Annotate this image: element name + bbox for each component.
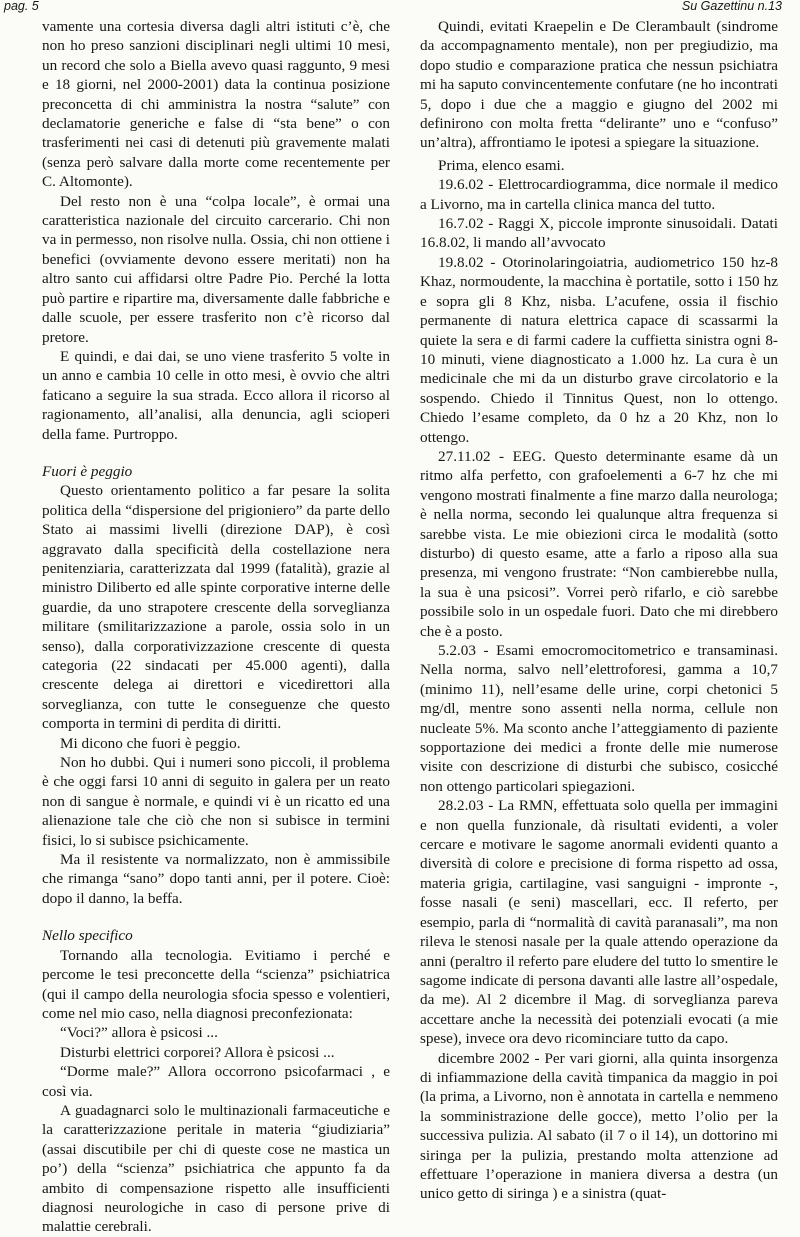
right-paragraph: 16.7.02 - Raggi X, piccole impronte sinusoidali. Datati 16.8.02, li mando all’avvocato [420,215,778,252]
left-paragraph: Mi dicono che fuori è peggio. [60,734,241,752]
left-paragraph: “Dorme male?” Allora occorrono psicofarmaci , e così via. [42,1063,390,1100]
right-paragraph: 28.2.03 - La RMN, effettuata solo quella per immagini e non quella funzionale, dà risultati evidenti, a voler cercare e motivare le sagome anormali evidenti quanto a diversità di colore e precisione di forma rispetto ad ossa, materia grigia, cartilagine, vasi sanguigni - impronte -, fosse nasali (e seni) mascellari, ecc. Il referto, per esempio, parla di “normalità di cavità paranasali”, ma non rileva le stenosi nasale per la quale attendo operazione da anni (peraltro il referto pare eludere del tutto lo smentire le sagome indicate di persona davanti alle lastre all’ospedale, da me). Al 2 dicembre il Mag. di sorveglianza pareva accettare anche la necessità dei potenziali evocati (a mie spese), invece ora devo ricominciare tutto da capo. [420,797,778,1048]
right-paragraph: Prima, elenco esami. [438,156,565,174]
right-paragraph: Quindi, evitati Kraepelin e De Clerambault (sindrome da accompagnamento mentale), non per pregiudizio, ma dopo studio e comparazione pratica che nessun psichiatra mi ha saputo convincentemente confutare (ne ho incontrati 5, dopo i due che a maggio e giugno del 2002 mi definirono con molta fretta “delirante” uno e “confuso” un’altra), affrontiamo le ipotesi a spiegare la situazione. [420,18,778,152]
right-paragraph: 5.2.03 - Esami emocromocitometrico e transaminasi. Nella norma, salvo nell’elettroforesi, gamma a 10,7 (minimo 11), nell’esame delle urine, corpi chetonici 5 mg/dl, mentre sono assenti nella norma, cellule non nucleate 5%. Ma sconto anche l’atteggiamento di paziente sopportazione dei medici a fronte delle mie numerose visite con descrizione di disturbi che subisco, cosicché non ottengo particolari spiegazioni. [420,642,778,795]
left-paragraph: Ma il resistente va normalizzato, non è ammissibile che rimanga “sano” dopo tanti anni, per il potere. Cioè: dopo il danno, la beffa. [42,851,390,907]
left-section-heading: Nello specifico [42,927,133,945]
left-paragraph: vamente una cortesia diversa dagli altri istituti c’è, che non ho preso sanzioni disciplinari negli ultimi 10 mesi, un record che solo a Biella avevo quasi raggunto, 9 mesi e 18 giorni, nel 2000-2001) data la continua posizione preconcetta di chi amministra la nostra “salute” con declamatorie generiche e false di “sta bene” o con trasferimenti nei casi di detenuti più gravemente malati (senza però salvare dalla morte come recentemente per C. Altomonte). [42,18,390,191]
left-paragraph: E quindi, e dai dai, se uno viene trasferito 5 volte in un anno e cambia 10 celle in otto mesi, è ovvio che altri faticano a seguire la sua strada. Ecco allora il ricorso al ragionamento, all’analisi, alla denuncia, agli scioperi della fame. Purtroppo. [42,347,390,443]
publication-title: Su Gazettinu n.13 [681,0,782,13]
left-paragraph: Del resto non è una “colpa locale”, è ormai una caratteristica nazionale del circuito carcerario. Chi non va in permesso, non risolve nulla. Ossia, chi non ottiene i benefici (ovviamente devono essere meritati) non ha altro santo cui affidarsi oltre Padre Pio. Perché la lotta può partire e ripartire ma, diversamente dalle fabbriche e dalle scuole, per essere trasferito non c’è ricorso dal pretore. [42,192,390,346]
left-paragraph: A guadagnarci solo le multinazionali farmaceutiche e la caratterizzazione peritale in materia “giudiziaria” (assai discutibile per chi di queste cose ne mastica un po’) della “scienza” psichiatrica che appunto fa da ambito di compensazione rispetto alle insufficienti diagnosi neurologiche in caso di persone prive di malattie cerebrali. [42,1101,390,1236]
right-paragraph: 27.11.02 - EEG. Questo determinante esame dà un ritmo alfa perfetto, con grafoelementi a 6-7 hz che mi vengono mostrati finalmente a fine marzo dalla neurologa; è nella norma, secondo lei qualunque altra frequenza si sarebbe vista. Le mie obiezioni circa le modalità (sotto disturbo) di questo esame, atte a farlo a riposo alla sua presenza, mi vengono frustrate: “Non cambierebbe nulla, la sua è una psicosi”. Vorrei però rifarlo, e ciò sarebbe possibile solo in un ospedale fuori. Dato che mi direbbero che è a posto. [420,447,778,640]
page-header [0,0,800,14]
left-column [42,17,390,1236]
right-column [420,17,778,1203]
left-paragraph: Disturbi elettrici corporei? Allora è psicosi ... [60,1043,335,1061]
left-paragraph: Non ho dubbi. Qui i numeri sono piccoli, il problema è che oggi farsi 10 anni di seguito in galera per un reato non di sangue è normale, e quindi vi è un ricatto ed una alienazione tale che ciò che non si subisce in termini fisici, lo si subisce psichicamente. [42,754,390,849]
page-number: pag. 5 [4,0,39,13]
right-paragraph: 19.8.02 - Otorinolaringoiatria, audiometrico 150 hz-8 Khaz, normoudente, la macchina è portatile, sotto i 150 hz e sopra gli 8 Khz, nisba. L’acufene, ossia il fischio permanente di natura elettrica capace di scassarmi la quiete la sera e di farmi cadere la cuffietta sinistra ogni 8-10 minuti, viene diagnosticato a 1.000 hz. La cura è un medicinale che mi da un disturbo grave circolatorio e la sospendo. Chiedo il Tinnitus Quest, non lo ottengo. Chiedo l’esame completo, da 0 hz a 20 Khz, non lo ottengo. [420,253,778,446]
left-paragraph: “Voci?” allora è psicosi ... [60,1024,218,1042]
left-paragraph: Questo orientamento politico a far pesare la solita politica della “dispersione del prigioniero” da parte dello Stato ai massimi livelli (direzione DAP), è così aggravato dalla specificità della costellazione nera penitenziaria, caratterizzata dal 1999 (fatalità), grazie al ministro Diliberto ed alle spinte corporative interne delle guardie, da uno strapotere crescente della sorveglianza militare (smilitarizzazione a parole, ossia solo in un senso), dalla corporativizzazione crescente di questa categoria (22 sindacati per 45.000 agenti), dalla crescente delega ai direttori e vicedirettori alla sorveglianza, con tutte le conseguenze che questo comporta in termini di perdita di diritti. [42,482,390,733]
right-paragraph: dicembre 2002 - Per vari giorni, alla quinta insorgenza di infiammazione della cavità timpanica da maggio in poi (la prima, a Livorno, non è annotata in cartella e nemmeno la somministrazione delle gocce), metto l’olio per la successiva pulizia. Al sabato (il 7 o il 14), un dottorino mi siringa per la pulizia, prestando molta attenzione ad effettuare l’operazione in maniera diversa a destra (un unico getto di siringa ) e a sinistra (quat- [420,1049,778,1203]
right-paragraph: 19.6.02 - Elettrocardiogramma, dice normale il medico a Livorno, ma in cartella clinica manca del tutto. [420,176,778,213]
left-paragraph: Tornando alla tecnologia. Evitiamo i perché e percome le tesi preconcette della “scienza” psichiatrica (qui il campo della neurologia sfocia spesso e volentieri, come nel mio caso, nella diagnosi preconfezionata: [42,946,390,1022]
left-section-heading: Fuori è peggio [42,462,133,480]
